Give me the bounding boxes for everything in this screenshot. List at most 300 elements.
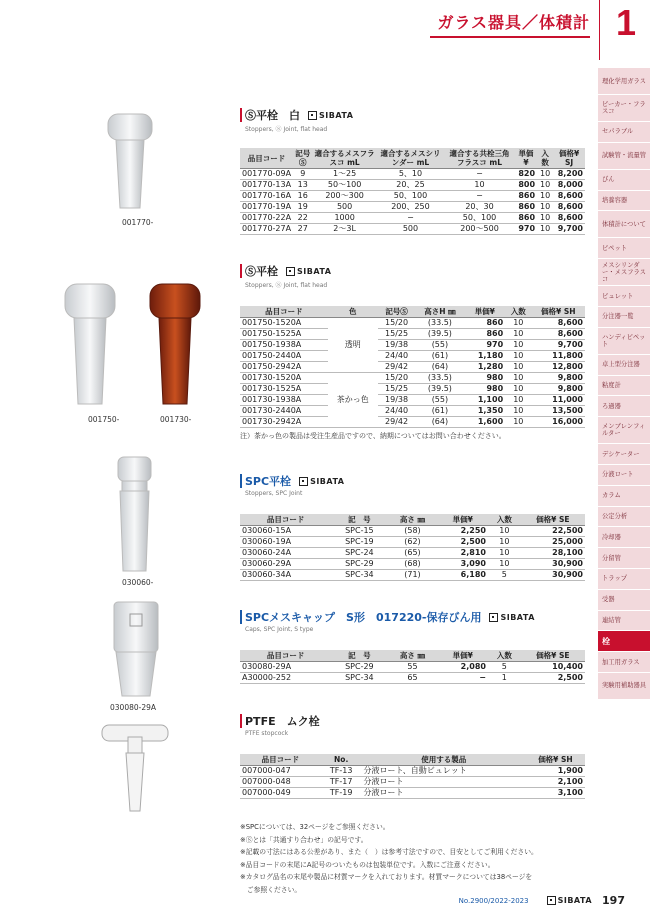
table-cell: 030060-34A bbox=[240, 570, 331, 581]
table-row bbox=[240, 570, 585, 581]
ptfe-stopcock-image bbox=[100, 715, 170, 815]
column-header: 品目コード bbox=[240, 306, 328, 318]
tab-6[interactable]: 体積計について bbox=[598, 211, 650, 238]
tab-17[interactable]: 分液ロート bbox=[598, 465, 650, 486]
table-row bbox=[240, 373, 585, 384]
column-header: 入数 bbox=[488, 650, 521, 662]
image-label-030060: 030060- bbox=[122, 578, 154, 587]
table-cell: 11,000 bbox=[532, 395, 586, 406]
table-cell: TF-13 bbox=[321, 766, 362, 777]
footer-sibata-logo: SIBATA bbox=[547, 896, 592, 905]
tab-27[interactable]: 実験用補助器具 bbox=[598, 673, 650, 700]
table-cell: 19/38 bbox=[378, 395, 416, 406]
table-cell: 10 bbox=[537, 202, 553, 213]
table-cell: − bbox=[438, 673, 488, 684]
table-cell: 001750-1525A bbox=[240, 329, 328, 340]
table-cell: − bbox=[444, 169, 515, 180]
table-row bbox=[240, 662, 585, 673]
sibata-logo: SIBATA bbox=[308, 111, 353, 120]
column-header: 品目コード bbox=[240, 148, 293, 169]
column-header: 価格¥ SE bbox=[521, 650, 585, 662]
table-cell: 007000-048 bbox=[240, 777, 321, 788]
tab-4[interactable]: びん bbox=[598, 170, 650, 191]
tab-25[interactable]: 栓 bbox=[598, 631, 650, 652]
table-cell: 3,090 bbox=[438, 559, 488, 570]
table-row bbox=[240, 548, 585, 559]
table-cell: 分液ロート bbox=[362, 788, 526, 799]
column-header: 記 号 bbox=[331, 514, 387, 526]
color-cell: 透明 bbox=[328, 318, 378, 373]
table-cell: 8,600 bbox=[532, 318, 586, 329]
tab-23[interactable]: 受器 bbox=[598, 590, 650, 611]
table-cell: (55) bbox=[415, 395, 464, 406]
column-header: 品目コード bbox=[240, 650, 331, 662]
table-cell: 001770-22A bbox=[242, 213, 292, 222]
table-cell: 20、30 bbox=[444, 202, 515, 213]
column-header: 色 bbox=[328, 306, 378, 318]
tab-20[interactable]: 冷却器 bbox=[598, 527, 650, 548]
table-cell: 860 bbox=[515, 213, 537, 224]
table-cell: 27 bbox=[293, 224, 312, 235]
column-header: 価格¥ SE bbox=[521, 514, 585, 526]
table-row bbox=[240, 788, 585, 799]
header-divider bbox=[599, 0, 600, 60]
table-cell: 10 bbox=[505, 340, 531, 351]
sibata-logo: SIBATA bbox=[286, 267, 331, 276]
column-header: 入数 bbox=[537, 148, 553, 169]
sibata-mark-icon bbox=[489, 613, 498, 622]
table-cell: 30,900 bbox=[521, 570, 585, 581]
table-cell: 5 bbox=[488, 662, 521, 673]
table-cell: TF-19 bbox=[321, 788, 362, 799]
table-cell: 15/25 bbox=[378, 329, 416, 340]
table-row bbox=[240, 526, 585, 537]
table-cell: (68) bbox=[387, 559, 437, 570]
table-cell: TF-17 bbox=[321, 777, 362, 788]
table-cell: 10 bbox=[488, 537, 521, 548]
column-header: 適合するメスシリンダー mL bbox=[377, 148, 444, 169]
table-cell: 500 bbox=[312, 202, 376, 213]
table-cell: SPC-29 bbox=[331, 559, 387, 570]
table-cell: 2〜3L bbox=[312, 224, 376, 235]
table-cell: 13 bbox=[293, 180, 312, 191]
footnotes bbox=[240, 821, 580, 897]
table-cell: 030060-29A bbox=[240, 559, 331, 570]
table-row bbox=[240, 213, 585, 224]
table-row bbox=[240, 329, 585, 340]
table-cell: 030060-15A bbox=[240, 526, 331, 537]
column-header: 記 号 bbox=[331, 650, 387, 662]
column-header: 高さH ㎜ bbox=[415, 306, 464, 318]
table-cell: 860 bbox=[515, 202, 537, 213]
sibata-logo: SIBATA bbox=[489, 613, 534, 622]
table-cell: SPC-24 bbox=[331, 548, 387, 559]
table-cell: 2,250 bbox=[438, 526, 488, 537]
table-cell: 20、25 bbox=[377, 180, 444, 191]
table-cell: 970 bbox=[464, 340, 505, 351]
table-cell: 15/20 bbox=[378, 373, 416, 384]
table-cell: 001730-1525A bbox=[240, 384, 328, 395]
column-header: 品目コード bbox=[240, 754, 321, 766]
table-cell: 030080-29A bbox=[240, 662, 331, 673]
footnote-line: ※品目コードの末尾にA記号のついたものは包装単位です。入数にご注意ください。 bbox=[240, 860, 495, 869]
table-cell: 3,100 bbox=[526, 788, 585, 799]
sibata-mark-icon bbox=[299, 477, 308, 486]
table-cell: SPC-34 bbox=[331, 673, 387, 684]
table-cell: (33.5) bbox=[415, 373, 464, 384]
section-subtitle: Stoppers, Ⓢ Joint, flat head bbox=[245, 282, 328, 289]
column-header: No. bbox=[321, 754, 362, 766]
section-ptfe-stopcock bbox=[240, 714, 585, 799]
table-cell: (39.5) bbox=[415, 384, 464, 395]
table-cell: A30000-252 bbox=[240, 673, 331, 684]
table-row bbox=[240, 191, 585, 202]
table-row bbox=[240, 777, 585, 788]
table-stopper-white bbox=[240, 148, 585, 235]
tab-11[interactable]: ハンディピペット bbox=[598, 328, 650, 355]
column-header: 価格¥ SH bbox=[526, 754, 585, 766]
image-label-001730: 001730- bbox=[160, 415, 192, 424]
table-cell: 001770-19A bbox=[242, 202, 292, 211]
table-row bbox=[240, 340, 585, 351]
table-cell: SPC-29 bbox=[331, 662, 387, 673]
table-row bbox=[240, 362, 585, 373]
table-cell: 800 bbox=[515, 180, 537, 191]
section-subtitle: Caps, SPC Joint, S type bbox=[245, 626, 314, 633]
section-subtitle: Stoppers, SPC Joint bbox=[245, 490, 303, 497]
table-spc-cap bbox=[240, 650, 585, 684]
table-cell: (64) bbox=[415, 417, 464, 428]
table-cell: 22,500 bbox=[521, 526, 585, 537]
footnote-line: ご参照ください。 bbox=[240, 885, 302, 894]
tab-26[interactable]: 加工用ガラス bbox=[598, 652, 650, 673]
table-cell: 001730-1520A bbox=[240, 373, 328, 384]
table-cell: (33.5) bbox=[415, 318, 464, 329]
stopper-amber-image bbox=[145, 280, 205, 410]
section-title: SPC平栓 SIBATA bbox=[240, 474, 585, 488]
table-cell: 10 bbox=[505, 417, 531, 428]
table-row bbox=[240, 180, 585, 191]
table-cell: 1,900 bbox=[526, 766, 585, 777]
table-cell: 10,400 bbox=[521, 662, 585, 673]
table-cell: 10 bbox=[537, 224, 553, 235]
sibata-mark-icon bbox=[286, 267, 295, 276]
table-cell: 980 bbox=[464, 384, 505, 395]
tab-13[interactable]: 粘度計 bbox=[598, 376, 650, 397]
table-cell: 1 bbox=[488, 673, 521, 684]
table-cell: (64) bbox=[415, 362, 464, 373]
stopper-white-image bbox=[100, 110, 160, 215]
table-cell: (39.5) bbox=[415, 329, 464, 340]
chapter-number: 1 bbox=[615, 2, 636, 43]
table-cell: 10 bbox=[488, 559, 521, 570]
chapter-title: ガラス器具／体積計 bbox=[437, 13, 590, 32]
tab-3[interactable]: 試験管・流量管 bbox=[598, 143, 650, 170]
table-ptfe-stopcock bbox=[240, 754, 585, 799]
table-row bbox=[240, 766, 585, 777]
table-cell: 030060-24A bbox=[240, 548, 331, 559]
table-cell: 1,350 bbox=[464, 406, 505, 417]
column-header: 単価¥ bbox=[438, 650, 488, 662]
table-cell: 8,200 bbox=[553, 169, 585, 180]
spc-stopper-image bbox=[112, 455, 157, 575]
table-cell: 10 bbox=[505, 318, 531, 329]
tab-8[interactable]: メスシリンダー・メスフラスコ bbox=[598, 259, 650, 286]
sibata-mark-icon bbox=[547, 896, 556, 905]
table-cell: (62) bbox=[387, 537, 437, 548]
column-header: 使用する製品 bbox=[362, 754, 526, 766]
table-cell: 007000-047 bbox=[240, 766, 321, 777]
table-cell: 10 bbox=[488, 526, 521, 537]
table-row bbox=[240, 395, 585, 406]
table-cell: (61) bbox=[415, 351, 464, 362]
table-row bbox=[240, 169, 585, 180]
column-header: 品目コード bbox=[240, 514, 331, 526]
section-stopper-flat bbox=[240, 264, 585, 441]
column-header: 高さ ㎜ bbox=[387, 514, 437, 526]
image-label-001750: 001750- bbox=[88, 415, 120, 424]
column-header: 入数 bbox=[488, 514, 521, 526]
table-cell: 10 bbox=[505, 406, 531, 417]
table-cell: 16 bbox=[293, 191, 312, 202]
table-row bbox=[240, 673, 585, 684]
tab-18[interactable]: カラム bbox=[598, 486, 650, 507]
column-header: 適合する共栓三角フラスコ mL bbox=[444, 148, 515, 169]
table-cell: 30,900 bbox=[521, 559, 585, 570]
tab-1[interactable]: ビーカー・フラスコ bbox=[598, 95, 650, 122]
table-cell: 8,600 bbox=[532, 329, 586, 340]
column-header: 価格¥ SJ bbox=[553, 148, 585, 169]
table-cell: 860 bbox=[464, 329, 505, 340]
table-cell: 030060-19A bbox=[240, 537, 331, 548]
table-cell: (65) bbox=[387, 548, 437, 559]
table-spc-stopper bbox=[240, 514, 585, 581]
footnote-line: ※Ⓢとは「共通すり合わせ」の記号です。 bbox=[240, 835, 368, 844]
page-number: 197 bbox=[602, 894, 625, 907]
table-cell: 001750-1938A bbox=[240, 340, 328, 351]
table-row bbox=[240, 417, 585, 428]
footnote-line: ※記載の寸法にはある公差があり、また（ ）は参考寸法ですので、目安としてご利用ください。 bbox=[240, 848, 538, 857]
table-cell: 8,600 bbox=[553, 191, 585, 202]
table-cell: 5 bbox=[488, 570, 521, 581]
column-header: 記号Ⓢ bbox=[378, 306, 416, 318]
table-cell: 10 bbox=[505, 395, 531, 406]
table-cell: 10 bbox=[505, 351, 531, 362]
table-cell: 860 bbox=[464, 318, 505, 329]
table-row bbox=[240, 224, 585, 235]
image-label-001770: 001770- bbox=[122, 218, 154, 227]
section-subtitle: Stoppers, Ⓢ Joint, flat head bbox=[245, 126, 328, 133]
table-cell: 11,800 bbox=[532, 351, 586, 362]
table-cell: 001730-1938A bbox=[240, 395, 328, 406]
section-title: SPCメスキャップ S形 017220-保存びん用 SIBATA bbox=[240, 610, 585, 624]
table-cell: 55 bbox=[387, 662, 437, 673]
image-label-030080: 030080-29A bbox=[110, 703, 157, 712]
table-cell: (61) bbox=[415, 406, 464, 417]
table-cell: 12,800 bbox=[532, 362, 586, 373]
table-cell: 10 bbox=[505, 384, 531, 395]
color-cell: 茶かっ色 bbox=[328, 373, 378, 428]
table-row bbox=[240, 406, 585, 417]
tab-19[interactable]: 公定分析 bbox=[598, 507, 650, 528]
table-cell: 10 bbox=[537, 213, 553, 224]
spc-cap-image bbox=[108, 600, 164, 700]
table-cell: 10 bbox=[505, 362, 531, 373]
table-row bbox=[240, 537, 585, 548]
table-cell: SPC-34 bbox=[331, 570, 387, 581]
column-header: 記号Ⓢ bbox=[293, 148, 312, 169]
column-header: 適合するメスフラスコ mL bbox=[312, 148, 376, 169]
table-cell: 65 bbox=[387, 673, 437, 684]
table-cell: 分液ロート bbox=[362, 777, 526, 788]
stopper-clear-image bbox=[60, 280, 120, 410]
table-stopper-flat bbox=[240, 306, 585, 428]
table-cell: 001770-09A bbox=[242, 169, 292, 178]
table-cell: 9,700 bbox=[532, 340, 586, 351]
amber-note: 注）茶かっ色の製品は受注生産品ですので、納期についてはお問い合わせください。 bbox=[240, 432, 506, 440]
table-cell: 2,810 bbox=[438, 548, 488, 559]
table-cell: 9 bbox=[293, 169, 312, 180]
tab-12[interactable]: 卓上型分注器 bbox=[598, 355, 650, 376]
section-title: PTFE ムク栓 bbox=[240, 714, 585, 728]
table-cell: 10 bbox=[505, 329, 531, 340]
table-row bbox=[240, 318, 585, 329]
table-cell: 001770-16A bbox=[242, 191, 292, 200]
page-footer bbox=[459, 894, 625, 907]
table-cell: 2,500 bbox=[521, 673, 585, 684]
table-cell: 28,100 bbox=[521, 548, 585, 559]
table-cell: 分液ロート、自動ビュレット bbox=[362, 766, 526, 777]
page-header bbox=[0, 0, 650, 62]
table-cell: 980 bbox=[464, 373, 505, 384]
table-cell: 001750-2440A bbox=[240, 351, 328, 362]
tab-9[interactable]: ビュレット bbox=[598, 286, 650, 307]
table-cell: 9,700 bbox=[553, 224, 585, 235]
table-cell: 860 bbox=[515, 191, 537, 202]
tab-7[interactable]: ピペット bbox=[598, 238, 650, 259]
tab-0[interactable]: 理化学用ガラス bbox=[598, 68, 650, 95]
table-cell: 5、10 bbox=[377, 169, 444, 180]
tab-2[interactable]: セパラブル bbox=[598, 122, 650, 143]
table-cell: 8,600 bbox=[553, 213, 585, 224]
table-cell: 1,280 bbox=[464, 362, 505, 373]
table-cell: (58) bbox=[387, 526, 437, 537]
table-cell: 001730-2942A bbox=[240, 417, 328, 428]
table-cell: 200〜500 bbox=[444, 224, 515, 235]
catalog-number: No.2900/2022-2023 bbox=[458, 896, 529, 905]
tab-15[interactable]: メンブレンフィルター bbox=[598, 417, 650, 444]
table-cell: 10 bbox=[537, 169, 553, 180]
column-header: 価格¥ SH bbox=[532, 306, 586, 318]
table-cell: 820 bbox=[515, 169, 537, 180]
table-cell: 9,800 bbox=[532, 384, 586, 395]
table-cell: 22 bbox=[293, 213, 312, 224]
table-cell: 10 bbox=[444, 180, 515, 191]
table-row bbox=[240, 202, 585, 213]
tab-16[interactable]: デシケーター bbox=[598, 444, 650, 465]
column-header: 単価¥ bbox=[515, 148, 537, 169]
table-cell: 15/25 bbox=[378, 384, 416, 395]
column-header: 単価¥ bbox=[438, 514, 488, 526]
table-cell: 2,100 bbox=[526, 777, 585, 788]
table-cell: 9,800 bbox=[532, 373, 586, 384]
section-spc-stopper bbox=[240, 474, 585, 581]
table-cell: 1,600 bbox=[464, 417, 505, 428]
table-cell: 10 bbox=[505, 373, 531, 384]
table-cell: 10 bbox=[537, 191, 553, 202]
table-cell: 001770-13A bbox=[242, 180, 292, 189]
table-cell: 10 bbox=[537, 180, 553, 191]
tab-5[interactable]: 培養容器 bbox=[598, 191, 650, 212]
tab-24[interactable]: 連結管 bbox=[598, 611, 650, 632]
table-cell: 6,180 bbox=[438, 570, 488, 581]
tab-14[interactable]: ろ過器 bbox=[598, 396, 650, 417]
table-cell: 2,500 bbox=[438, 537, 488, 548]
table-cell: 001750-1520A bbox=[240, 318, 328, 329]
table-cell: 1000 bbox=[312, 213, 376, 224]
table-cell: 001750-2942A bbox=[240, 362, 328, 373]
table-cell: 13,500 bbox=[532, 406, 586, 417]
table-cell: 25,000 bbox=[521, 537, 585, 548]
table-cell: − bbox=[444, 191, 515, 202]
table-cell: 19 bbox=[293, 202, 312, 213]
section-subtitle: PTFE stopcock bbox=[245, 730, 289, 737]
table-row bbox=[240, 351, 585, 362]
table-cell: SPC-19 bbox=[331, 537, 387, 548]
footnote-line: ※カタログ品名の末尾や製品に材質マークを入れております。材質マークについては38ページを bbox=[240, 873, 533, 882]
section-title: Ⓢ平栓 白 SIBATA bbox=[240, 108, 585, 122]
column-header: 高さ ㎜ bbox=[387, 650, 437, 662]
table-cell: (71) bbox=[387, 570, 437, 581]
tab-21[interactable]: 分留管 bbox=[598, 548, 650, 569]
table-cell: 24/40 bbox=[378, 406, 416, 417]
table-cell: 8,600 bbox=[553, 202, 585, 213]
table-cell: 1,100 bbox=[464, 395, 505, 406]
table-cell: SPC-15 bbox=[331, 526, 387, 537]
table-cell: (55) bbox=[415, 340, 464, 351]
header-rule bbox=[430, 36, 590, 38]
tab-10[interactable]: 分注器一覧 bbox=[598, 307, 650, 328]
table-cell: 8,000 bbox=[553, 180, 585, 191]
sibata-mark-icon bbox=[308, 111, 317, 120]
table-row bbox=[240, 384, 585, 395]
table-cell: 200、250 bbox=[377, 202, 444, 213]
table-cell: 001770-27A bbox=[242, 224, 292, 233]
table-cell: 16,000 bbox=[532, 417, 586, 428]
table-cell: 50、100 bbox=[377, 191, 444, 202]
column-header: 入数 bbox=[505, 306, 531, 318]
table-cell: 24/40 bbox=[378, 351, 416, 362]
table-cell: 29/42 bbox=[378, 362, 416, 373]
table-cell: − bbox=[377, 213, 444, 224]
table-cell: 50、100 bbox=[444, 213, 515, 224]
table-cell: 007000-049 bbox=[240, 788, 321, 799]
table-cell: 15/20 bbox=[378, 318, 416, 329]
sibata-logo: SIBATA bbox=[299, 477, 344, 486]
table-cell: 200〜300 bbox=[312, 191, 376, 202]
table-cell: 1,180 bbox=[464, 351, 505, 362]
tab-22[interactable]: トラップ bbox=[598, 569, 650, 590]
table-cell: 2,080 bbox=[438, 662, 488, 673]
table-cell: 500 bbox=[377, 224, 444, 235]
table-cell: 50〜100 bbox=[312, 180, 376, 191]
section-stopper-white bbox=[240, 108, 585, 235]
table-cell: 001730-2440A bbox=[240, 406, 328, 417]
table-cell: 10 bbox=[488, 548, 521, 559]
section-title: Ⓢ平栓 SIBATA bbox=[240, 264, 585, 278]
table-cell: 970 bbox=[515, 224, 537, 235]
column-header: 単価¥ bbox=[464, 306, 505, 318]
